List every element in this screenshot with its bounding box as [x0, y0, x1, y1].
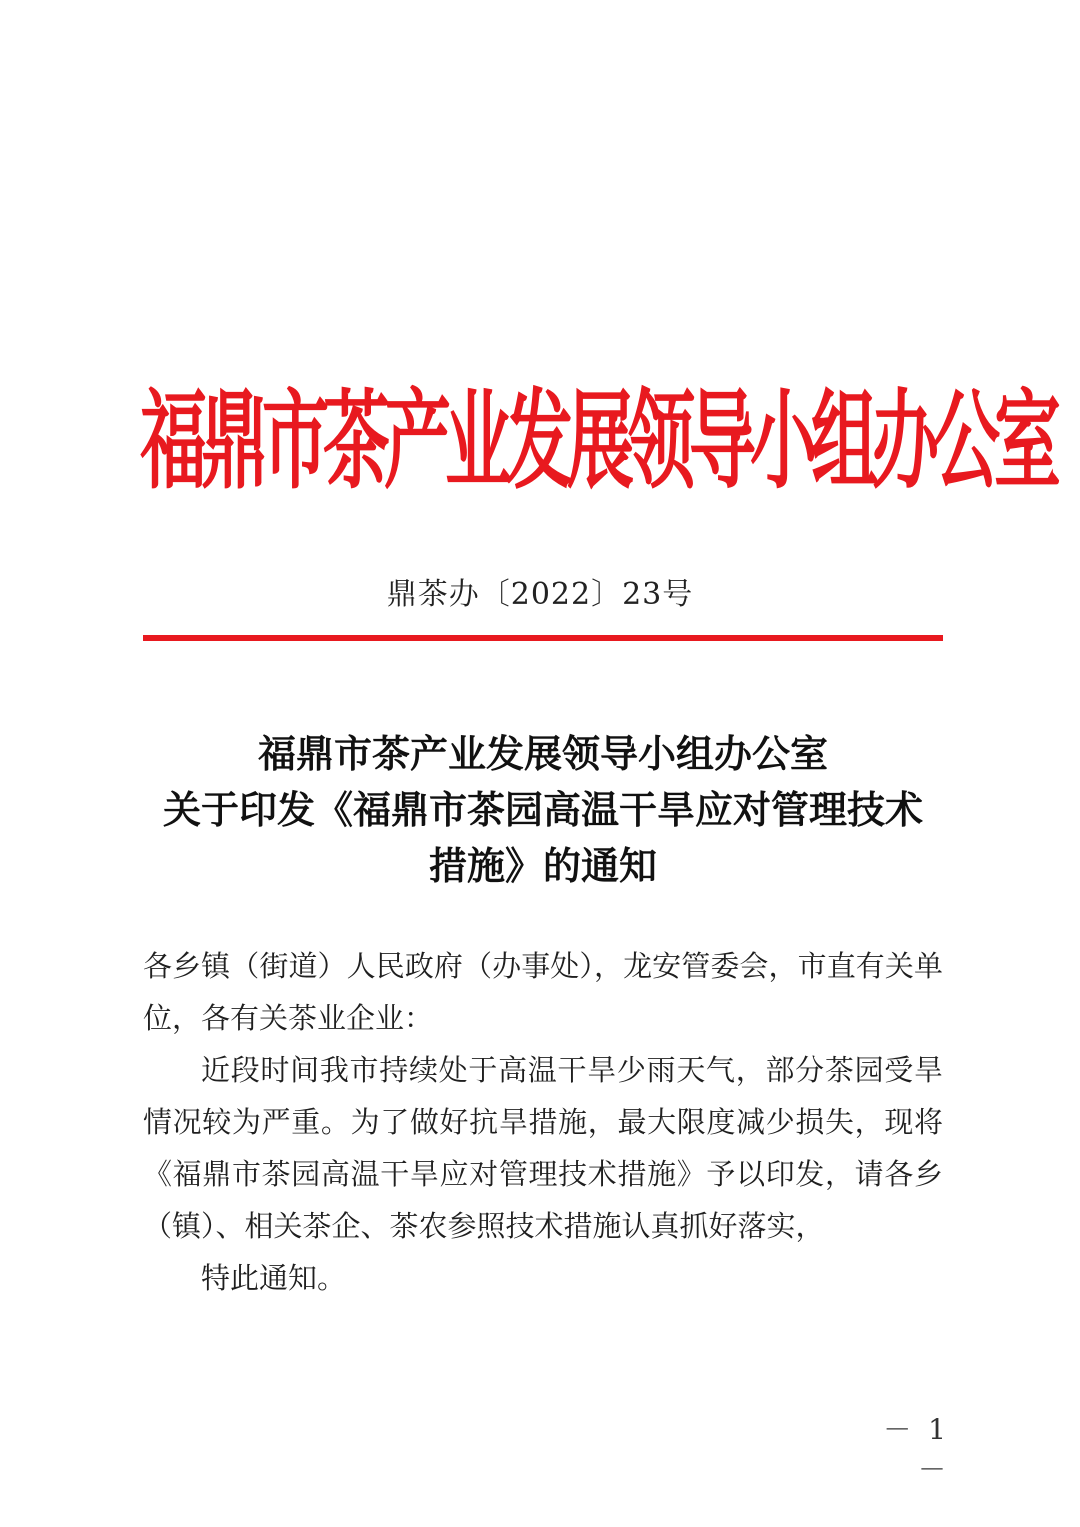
body-paragraph: 近段时间我市持续处于高温干旱少雨天气，部分茶园受旱情况较为严重。为了做好抗旱措施，最大限度减少损失，现将《福鼎市茶园高温干旱应对管理技术措施》予以印发，请各乡（镇）、相关茶企、茶农参照技术措施认真抓好落实，	[143, 1053, 943, 1243]
issuing-organization-header: 福鼎市茶产业发展领导小组办公室	[140, 377, 1055, 504]
document-title	[140, 726, 946, 894]
title-line-3: 措施》的通知	[428, 843, 657, 888]
title-line-2: 关于印发《福鼎市茶园高温干旱应对管理技术	[162, 787, 923, 832]
red-separator-line	[143, 635, 943, 641]
document-body	[143, 940, 943, 1304]
closing-line: 特此通知。	[201, 1261, 347, 1295]
page-number: － 1 －	[883, 1413, 950, 1486]
title-line-1: 福鼎市茶产业发展领导小组办公室	[257, 731, 828, 776]
document-number: 鼎茶办〔2022〕23号	[386, 577, 694, 612]
salutation: 各乡镇（街道）人民政府（办事处），龙安管委会，市直有关单位，各有关茶业企业：	[143, 949, 943, 1035]
